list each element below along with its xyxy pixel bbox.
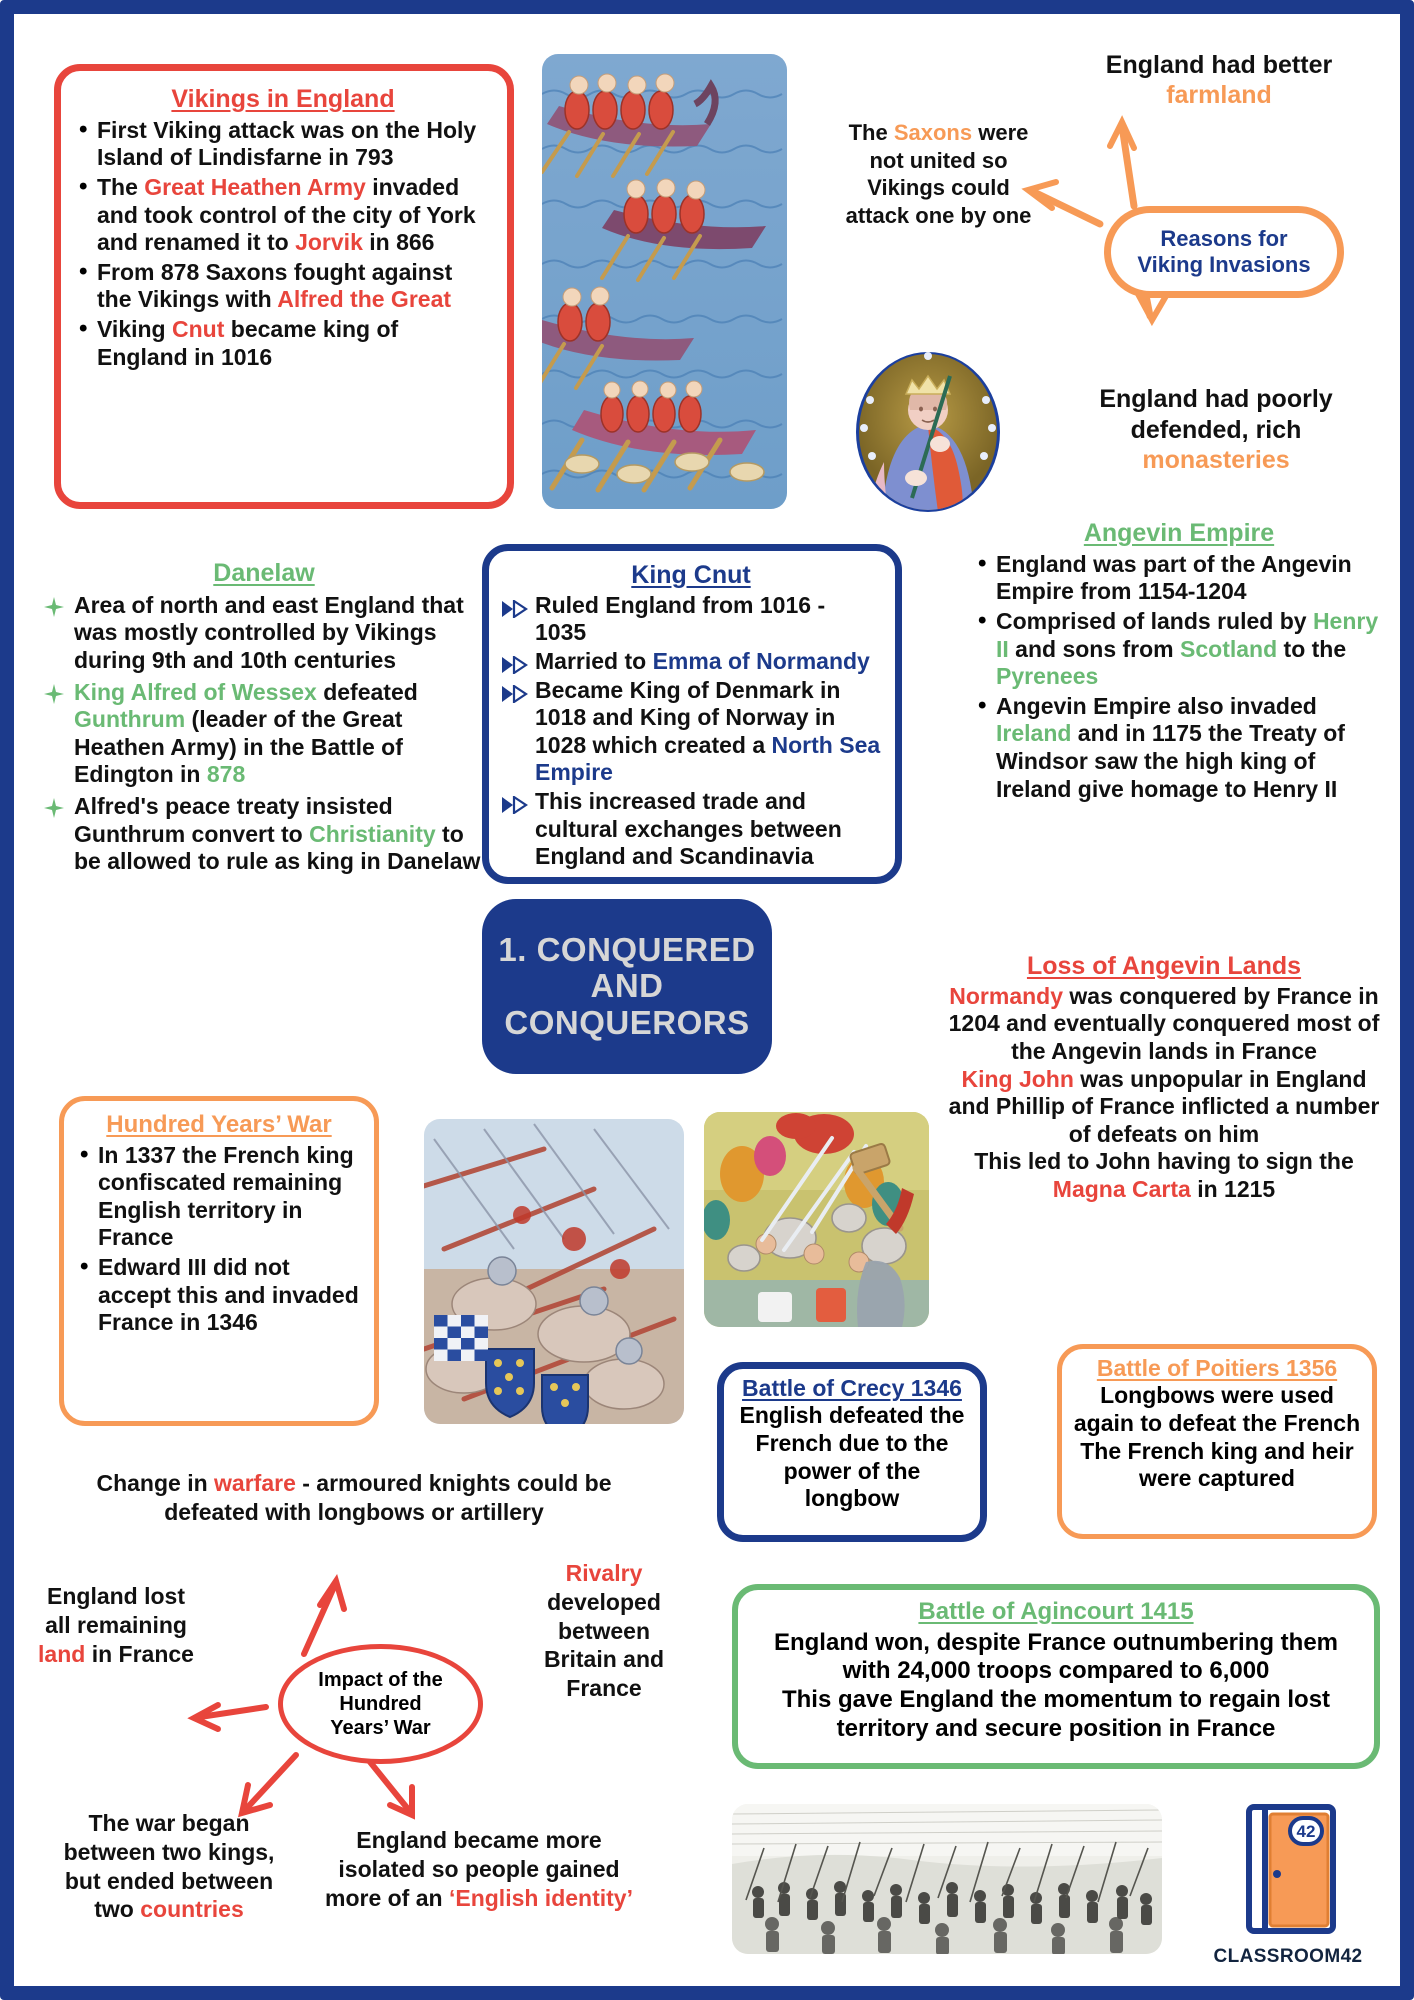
agincourt-engraving-image [732, 1804, 1162, 1954]
text-run: Viking [97, 315, 172, 342]
text-run: From 878 Saxons fought against the Vikings with [97, 258, 453, 313]
text-run: England was part of the Angevin Empire from 1154-1204 [996, 550, 1352, 605]
sparkle-icon [44, 797, 64, 817]
list-item [75, 117, 491, 172]
text-run: and sons from [1008, 635, 1181, 662]
text-run: Gunthrum [74, 706, 186, 733]
list-item [75, 259, 491, 314]
text-run: warfare [214, 1470, 296, 1496]
text-run: in 866 [362, 229, 435, 256]
text-run: developed between Britain and France [543, 1588, 665, 1701]
agincourt-engraving-illustration [732, 1804, 1162, 1954]
text-run: England became more isolated so people gained more of an [325, 1827, 620, 1911]
text-run: (leader of the Great Heathen Army) in the Battle of Edington in [74, 706, 403, 788]
text-run: Alfred's peace treaty insisted Gunthrum convert to [74, 792, 393, 847]
text-run: Saxons [893, 120, 973, 145]
bullet-text-0 [98, 1142, 354, 1251]
branch-monasteries [1056, 384, 1376, 476]
list-item [75, 174, 491, 257]
text-run: and in 1175 the Treaty of Windsor saw the high king of Ireland give homage to Henry II [996, 720, 1345, 802]
logo-badge-number: 42 [1296, 1822, 1316, 1841]
branch-saxons-not-united [836, 119, 1041, 229]
text-run: Christianity [309, 820, 436, 847]
bullet-text-0 [535, 592, 825, 646]
text-run: to be allowed to rule as king in Danelaw [74, 820, 481, 875]
text-run: Ireland [996, 720, 1072, 747]
bullet-text-1 [996, 608, 1378, 689]
battle-of-crecy-body: English defeated the French due to the power of the longbow [739, 1402, 965, 1512]
text-run: were not united so Vikings could attack one by one [845, 120, 1032, 228]
danelaw-list [44, 592, 484, 876]
bullet-text-1 [74, 679, 418, 788]
battle-of-agincourt-card [732, 1584, 1380, 1769]
poster-canvas [14, 14, 1400, 1986]
list-item [501, 677, 881, 787]
branch-rivalry-text [544, 1560, 664, 1701]
text-run: The [848, 120, 894, 145]
bullet-text-3 [535, 788, 842, 869]
loss-of-angevin-lands-heading: Loss of Angevin Lands [1026, 952, 1302, 980]
bullet-text-1 [97, 174, 476, 255]
list-item [501, 788, 881, 871]
double-chevron-icon [501, 597, 529, 615]
king-cnut-heading: King Cnut [631, 561, 751, 589]
foot-soldiers-illustration [704, 1112, 929, 1327]
branch-monasteries-text [1099, 385, 1332, 474]
list-item [974, 693, 1384, 803]
foot-soldiers-battle-image [704, 1112, 929, 1327]
text-run: Henry II [996, 607, 1379, 662]
text-run: King Alfred of Wessex [74, 678, 317, 705]
page-title [482, 899, 772, 1074]
double-chevron-icon [501, 653, 529, 671]
text-run: England had better [1105, 51, 1333, 79]
king-cnut-card [482, 544, 902, 884]
text-run: Jorvik [295, 229, 363, 256]
text-run: This led to John having to sign the [974, 1148, 1354, 1175]
loss-paragraph-1 [944, 1066, 1384, 1149]
bullet-text-0 [996, 551, 1352, 605]
text-run: Ruled England from 1016 - 1035 [535, 591, 826, 646]
text-run: This increased trade and cultural exchanges between England and Scandinavia [535, 787, 842, 870]
list-item [44, 592, 484, 675]
battle-of-agincourt-line-0: England won, despite France outnumbering them with 24,000 troops compared to 6,000 [773, 1628, 1339, 1685]
branch-farmland [1069, 50, 1369, 110]
text-run: was unpopular in England and Phillip of France inflicted a number of defeats on him [948, 1065, 1380, 1147]
sparkle-icon [44, 596, 64, 616]
loss-of-angevin-lands-section [944, 952, 1384, 1204]
text-run: land [38, 1640, 86, 1667]
text-run: Area of north and east England that was mostly controlled by Vikings during 9th and 10th centuries [74, 591, 464, 673]
branch-war-began-kings [54, 1809, 284, 1924]
bullet-text-3 [97, 316, 398, 370]
danelaw-section [44, 559, 484, 880]
text-run: Cnut [172, 315, 225, 342]
king-portrait-illustration [854, 352, 1002, 512]
page-title-label: 1. CONQUERED AND CONQUERORS [498, 931, 756, 1041]
text-run: countries [140, 1896, 244, 1923]
text-run: Scotland [1180, 635, 1278, 662]
text-run: England lost all remaining [45, 1583, 187, 1638]
branch-warfare [74, 1469, 634, 1527]
sparkle-icon [44, 683, 64, 703]
text-run: ‘English identity’ [448, 1884, 633, 1911]
battle-of-crecy-card [717, 1362, 987, 1542]
king-cnut-portrait-image [854, 352, 1002, 512]
text-run: North Sea Empire [535, 731, 881, 786]
angevin-empire-section [974, 519, 1384, 805]
loss-paragraph-2 [944, 1148, 1384, 1203]
bullet-text-2 [97, 259, 452, 313]
list-item [44, 793, 484, 876]
hundred-years-war-card [59, 1096, 379, 1426]
branch-saxons-text [846, 120, 1032, 228]
text-run: to the [1277, 635, 1347, 662]
text-run: Became King of Denmark in 1018 and King of Norway in 1028 which created a [535, 676, 841, 758]
branch-english-identity [319, 1826, 639, 1912]
battle-of-poitiers-heading: Battle of Poitiers 1356 [1096, 1355, 1338, 1381]
text-run: - armoured knights could be defeated with longbows or artillery [164, 1470, 612, 1525]
hundred-years-war-heading: Hundred Years’ War [106, 1111, 332, 1138]
bullet-text-2 [535, 677, 880, 786]
list-item [974, 551, 1384, 606]
angevin-empire-list [974, 551, 1384, 803]
hundred-years-war-list [76, 1142, 362, 1337]
branch-kings-countries-text [64, 1810, 275, 1922]
text-run: in France [85, 1640, 194, 1667]
branch-rivalry [534, 1559, 674, 1703]
text-run: The [97, 173, 145, 200]
vikings-in-england-heading: Vikings in England [171, 85, 395, 113]
branch-english-identity-text [325, 1827, 633, 1911]
text-run: Alfred the Great [277, 286, 452, 313]
text-run: defeated [316, 678, 418, 705]
branch-warfare-text [96, 1470, 611, 1525]
text-run: Angevin Empire also invaded [996, 692, 1317, 719]
list-item [75, 316, 491, 371]
text-run: 878 [206, 761, 246, 788]
danelaw-heading: Danelaw [213, 559, 315, 587]
bullet-text-2 [996, 693, 1345, 802]
bullet-text-1 [98, 1254, 359, 1335]
text-run: Emma of Normandy [652, 647, 870, 674]
bullet-text-0 [97, 117, 476, 171]
text-run: Rivalry [565, 1560, 643, 1586]
battle-of-poitiers-card [1057, 1344, 1377, 1539]
viking-longships-illustration [542, 54, 787, 509]
text-run: in 1215 [1190, 1175, 1276, 1202]
double-chevron-icon [501, 793, 529, 811]
list-item [501, 592, 881, 647]
text-run: First Viking attack was on the Holy Island of Lindisfarne in 793 [97, 116, 477, 171]
bullet-text-2 [74, 793, 480, 874]
text-run: invaded and took control of the city of York and renamed it to [97, 173, 476, 256]
knights-battle-illustration [424, 1119, 684, 1424]
battle-of-poitiers-line-0: Longbows were used again to defeat the French [1073, 1382, 1361, 1437]
branch-lost-land-text [38, 1583, 194, 1667]
branch-farmland-text [1106, 51, 1332, 109]
text-run: Edward III did not accept this and invaded France in 1346 [98, 1253, 359, 1336]
reasons-node-label: Reasons for Viking Invasions [1137, 225, 1311, 277]
text-run: Normandy [949, 982, 1064, 1009]
vikings-in-england-list [75, 117, 491, 371]
list-item [76, 1254, 362, 1337]
angevin-empire-heading: Angevin Empire [1083, 519, 1275, 547]
list-item [501, 648, 881, 676]
text-run: farmland [1166, 81, 1272, 109]
list-item [44, 679, 484, 789]
text-run: Married to [535, 647, 653, 674]
list-item [974, 608, 1384, 691]
text-run: In 1337 the French king confiscated remaining English territory in France [98, 1141, 354, 1251]
text-run: Magna Carta [1052, 1175, 1191, 1202]
text-run: monasteries [1142, 446, 1290, 474]
text-run: Comprised of lands ruled by [996, 607, 1313, 634]
text-run: Great Heathen Army [144, 173, 366, 200]
impact-of-hundred-years-war-node [278, 1644, 483, 1764]
battle-of-agincourt-heading: Battle of Agincourt 1415 [918, 1598, 1194, 1625]
book-icon [1246, 1804, 1336, 1934]
king-cnut-list [501, 592, 881, 871]
text-run: Change in [96, 1470, 215, 1496]
text-run: was conquered by France in 1204 and eventually conquered most of the Angevin lands in France [948, 982, 1380, 1064]
battle-of-crecy-heading: Battle of Crecy 1346 [742, 1375, 962, 1401]
battle-of-agincourt-line-1: This gave England the momentum to regain lost territory and secure position in France [781, 1686, 1331, 1742]
bullet-text-0 [74, 592, 464, 673]
text-run: The war began between two kings, but ended between two [63, 1810, 275, 1923]
viking-longships-image [542, 54, 787, 509]
impact-node-label: Impact of the Hundred Years’ War [318, 1669, 443, 1739]
classroom42-logo [1200, 1804, 1380, 1984]
text-run: Pyrenees [996, 663, 1099, 690]
vikings-in-england-card [54, 64, 514, 509]
text-run: England had poorly defended, rich [1099, 385, 1333, 444]
double-chevron-icon [501, 682, 529, 700]
text-run: King John [961, 1065, 1074, 1092]
text-run: became king of England in 1016 [97, 315, 399, 370]
bullet-text-1 [535, 648, 870, 674]
reasons-for-viking-invasions-node [1104, 206, 1344, 298]
knights-battle-image [424, 1119, 684, 1424]
brand-name: CLASSROOM42 [1213, 1946, 1363, 1967]
list-item [76, 1142, 362, 1252]
branch-england-lost-land [36, 1582, 196, 1668]
loss-paragraph-0 [944, 983, 1384, 1066]
battle-of-poitiers-line-1: The French king and heir were captured [1080, 1437, 1354, 1492]
